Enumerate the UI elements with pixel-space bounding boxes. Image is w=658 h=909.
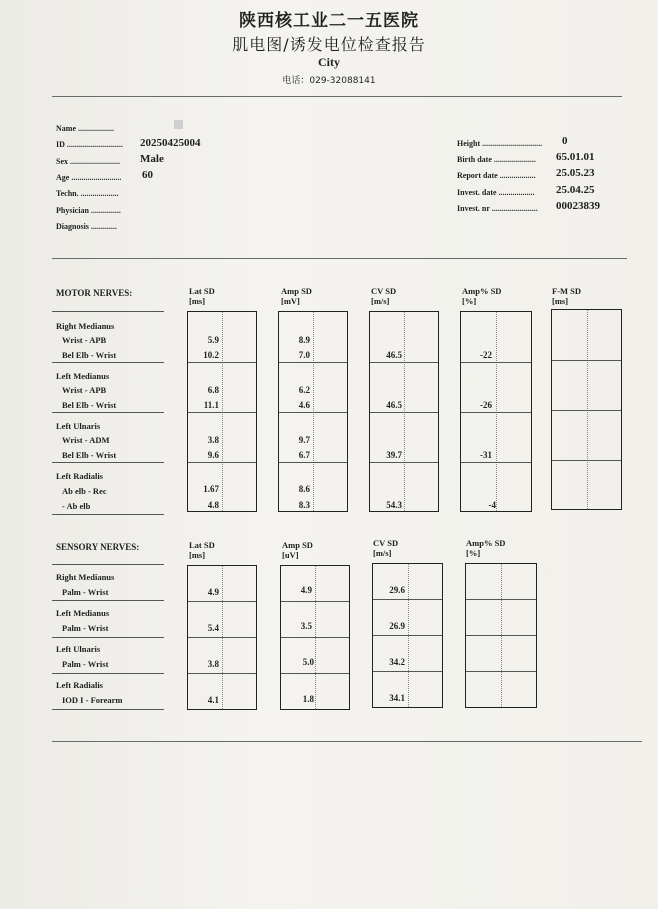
height-value: 0 [562, 135, 568, 147]
motor-cv-value: 39.7 [386, 450, 402, 460]
motor-segment-label: Wrist - APB [62, 335, 107, 345]
motor-lat-value: 5.9 [207, 335, 219, 345]
motor-title-underline [52, 311, 164, 312]
motor-segment-label: Bel Elb - Wrist [62, 400, 117, 410]
sex-label: Sex ......................... [56, 157, 120, 166]
sensory-cv-value: 26.9 [389, 621, 405, 631]
motor-segment-label: Bel Elb - Wrist [62, 450, 117, 460]
motor-nerves-title: MOTOR NERVES: [56, 288, 133, 298]
sensory-amp-value: 4.9 [300, 585, 312, 595]
row-divider [52, 673, 164, 674]
motor-amp-value: 9.7 [298, 435, 310, 445]
age-value: 60 [142, 169, 153, 181]
motor-amp-value: 7.0 [298, 350, 310, 360]
diagnosis-label: Diagnosis ............. [56, 222, 117, 231]
sensory-lat-value: 4.1 [207, 695, 219, 705]
sensory-cv-value: 34.1 [389, 693, 405, 703]
row-divider [52, 362, 164, 363]
motor-nerve-name: Left Medianus [56, 371, 110, 381]
sensory-segment-label: IOD I - Forearm [62, 695, 123, 705]
motor-nerve-name: Left Ulnaris [56, 421, 101, 431]
row-divider [52, 709, 164, 710]
sensory-segment-label: Palm - Wrist [62, 587, 109, 597]
hospital-name: 陕西核工业二一五医院 [239, 11, 419, 31]
invest-nr-value: 00023839 [556, 200, 600, 212]
motor-header-lat: Lat SD [ms] [189, 286, 215, 306]
motor-lat-value: 11.1 [203, 400, 219, 410]
row-divider [52, 514, 164, 515]
patient-divider [52, 258, 627, 259]
sensory-nerve-name: Left Medianus [56, 608, 110, 618]
motor-lat-value: 4.8 [207, 500, 219, 510]
sensory-amp-value: 1.8 [302, 694, 314, 704]
motor-cv-value: 46.5 [386, 400, 402, 410]
motor-lat-value: 1.67 [203, 484, 219, 494]
row-divider [52, 637, 164, 638]
motor-header-amp: Amp SD [mV] [281, 286, 312, 306]
motor-header-fm: F-M SD [ms] [552, 286, 582, 306]
age-label: Age ......................... [56, 173, 122, 182]
motor-amp-value: 8.6 [298, 484, 310, 494]
motor-segment-label: Ab elb - Rec [62, 486, 107, 496]
report-date-label: Report date .................. [457, 171, 536, 180]
sensory-header-lat: Lat SD [ms] [189, 540, 215, 560]
motor-lat-value: 10.2 [203, 350, 219, 360]
sensory-nerve-name: Right Medianus [56, 572, 115, 582]
sensory-amp-value: 3.5 [300, 621, 312, 631]
motor-amp-pct-column [460, 311, 532, 512]
sensory-cv-value: 34.2 [389, 657, 405, 667]
sex-value: Male [140, 153, 164, 165]
sensory-header-cv: CV SD [m/s] [373, 538, 399, 558]
motor-nerve-name: Right Medianus [56, 321, 115, 331]
id-label: ID ............................ [56, 140, 123, 149]
height-label: Height .............................. [457, 139, 543, 148]
header-divider [52, 96, 622, 97]
birth-date-value: 65.01.01 [556, 151, 595, 163]
motor-cv-value: 54.3 [386, 500, 402, 510]
sensory-nerve-name: Left Ulnaris [56, 644, 101, 654]
bleed-through-mark: · [548, 565, 551, 574]
invest-nr-label: Invest. nr ....................... [457, 204, 538, 213]
name-redacted [174, 120, 183, 129]
report-title: 肌电图/诱发电位检查报告 [232, 35, 426, 54]
sensory-segment-label: Palm - Wrist [62, 623, 109, 633]
motor-amp-value: 6.2 [298, 385, 310, 395]
id-value: 20250425004 [140, 137, 201, 149]
sensory-nerves-title: SENSORY NERVES: [56, 542, 140, 552]
invest-date-value: 25.04.25 [556, 184, 595, 196]
motor-amp-pct-value: -22 [480, 350, 492, 360]
motor-amp-value: 8.9 [298, 335, 310, 345]
sensory-header-amp: Amp SD [uV] [282, 540, 313, 560]
motor-lat-value: 6.8 [207, 385, 219, 395]
report-date-value: 25.05.23 [556, 167, 595, 179]
invest-date-label: Invest. date .................. [457, 188, 535, 197]
sensory-amp-pct-column [465, 563, 537, 708]
sensory-header-amp-pct: Amp% SD [%] [466, 538, 506, 558]
row-divider [52, 412, 164, 413]
motor-segment-label: Wrist - ADM [62, 435, 110, 445]
physician-label: Physician ............... [56, 206, 121, 215]
motor-amp-value: 6.7 [298, 450, 310, 460]
name-label: Name .................. [56, 124, 114, 133]
sensory-amp-value: 5.0 [302, 657, 314, 667]
sensory-lat-value: 4.9 [207, 587, 219, 597]
motor-segment-label: Wrist - APB [62, 385, 107, 395]
sensory-lat-value: 5.4 [207, 623, 219, 633]
motor-header-amp-pct: Amp% SD [%] [462, 286, 502, 306]
motor-lat-value: 3.8 [207, 435, 219, 445]
sensory-cv-value: 29.6 [389, 585, 405, 595]
motor-cv-column [369, 311, 439, 512]
motor-amp-value: 8.3 [298, 500, 310, 510]
techn-label: Techn. ................... [56, 189, 119, 198]
sensory-nerve-name: Left Radialis [56, 680, 103, 690]
city: City [318, 55, 340, 69]
motor-header-cv: CV SD [m/s] [371, 286, 397, 306]
sensory-lat-value: 3.8 [207, 659, 219, 669]
motor-amp-pct-value: -26 [480, 400, 492, 410]
sensory-title-underline [52, 564, 164, 565]
motor-amp-pct-value: -31 [480, 450, 492, 460]
motor-amp-pct-value: -4 [488, 500, 496, 510]
motor-segment-label: Bel Elb - Wrist [62, 350, 117, 360]
motor-nerve-name: Left Radialis [56, 471, 103, 481]
phone: 电话：029-32088141 [282, 76, 376, 86]
row-divider [52, 462, 164, 463]
motor-fm-column [551, 309, 622, 510]
bottom-divider [52, 741, 642, 742]
sensory-segment-label: Palm - Wrist [62, 659, 109, 669]
motor-lat-value: 9.6 [207, 450, 219, 460]
motor-amp-value: 4.6 [298, 400, 310, 410]
motor-cv-value: 46.5 [386, 350, 402, 360]
birth-date-label: Birth date ..................... [457, 155, 536, 164]
motor-segment-label: - Ab elb [62, 501, 91, 511]
row-divider [52, 600, 164, 601]
